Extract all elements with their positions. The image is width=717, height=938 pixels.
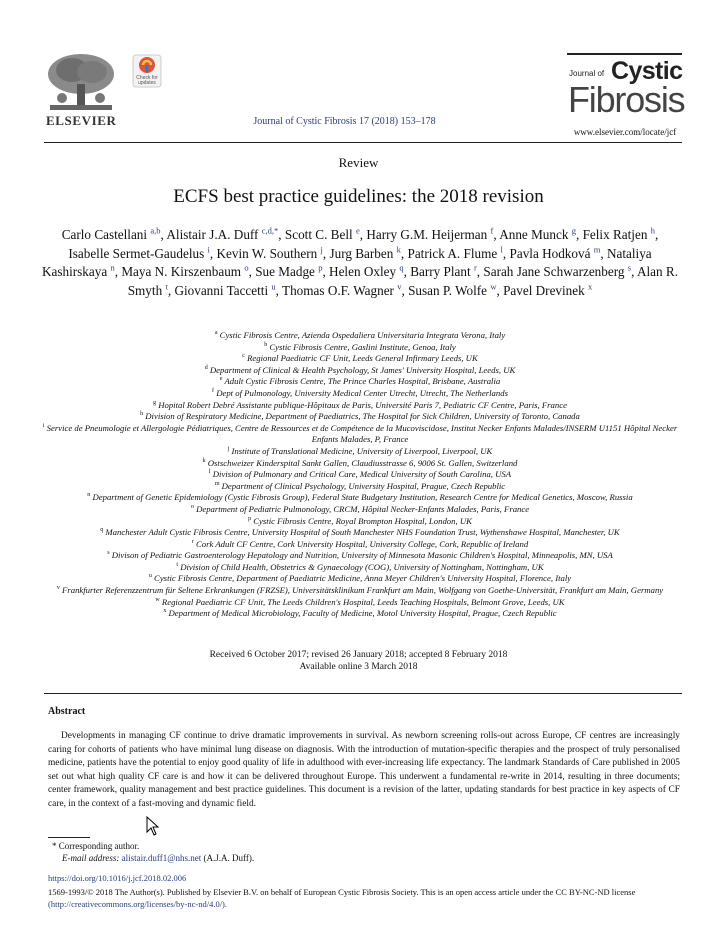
affiliation-text: Department of Genetic Epidemiology (Cystic Fibrosis Group), Federal State Budgetary Institution, Research Centre for Medical Genetics, Moscow, Russia: [92, 492, 633, 503]
affiliation-marker: g: [153, 399, 157, 406]
author-name[interactable]: Pavla Hodková: [509, 245, 591, 261]
affiliation-item: [30, 353, 690, 365]
author-affiliation-marker[interactable]: f: [490, 225, 494, 236]
affiliation-text: Hopital Robert Debré Assistante publique-Hôpitaux de Paris, Université Paris 7, Pediatric CF Centre, Paris, France: [158, 399, 567, 410]
author-entry[interactable]: [410, 264, 477, 279]
author-affiliation-marker[interactable]: p: [318, 262, 323, 273]
affiliation-marker: h: [140, 411, 144, 418]
publisher-name: ELSEVIER: [46, 113, 117, 128]
author-entry[interactable]: [68, 246, 210, 261]
license-text: 1569-1993/© 2018 The Author(s). Published by Elsevier B.V. on behalf of European Cystic Fibrosis Society. This is an open access article under the CC BY-NC-ND license: [48, 887, 636, 897]
author-entry[interactable]: [583, 227, 655, 242]
affiliation-marker: e: [219, 376, 223, 383]
author-affiliation-marker[interactable]: k: [396, 244, 401, 255]
affiliation-item: [30, 585, 690, 597]
author-entry[interactable]: [285, 227, 360, 242]
corresponding-author-text: Corresponding author.: [58, 841, 140, 851]
author-affiliation-marker[interactable]: n: [110, 262, 115, 273]
received-dates: Received 6 October 2017; revised 26 January 2018; accepted 8 February 2018: [209, 650, 508, 660]
email-link[interactable]: alistair.duff1@nhs.net: [121, 853, 202, 863]
affiliation-item: [30, 562, 690, 574]
author-entry[interactable]: [510, 246, 601, 261]
author-entry[interactable]: [255, 264, 322, 279]
abstract-body: Developments in managing CF continue to drive dramatic improvements in survival. As newborn screening rolls-out across Europe, CF centres are increasingly caring for cohorts of patients who have minimal lung disease on diagnosis. With the introduction of mutation-specific therapies and the prospect of truly personalised medicine, patients have the potential to enjoy good quality of life in adulthood with ever-increasing life expectancy. The landmark Standards of Care published in 2005 set out what high quality CF care is and how it can be delivered throughout Europe. This underwent a fundamental re-write in 2014, resulting in three documents; center framework, quality management and best practice guidelines. This document is a revision of the latter, updating standards for best practice in key aspects of CF care, in the context of a fast-moving and dynamic field.: [48, 731, 680, 809]
affiliation-list: [30, 330, 690, 620]
affiliation-text: Cystic Fibrosis Centre, Royal Brompton Hospital, London, UK: [253, 515, 472, 526]
affiliation-text: Frankfurter Referenzzentrum für Seltene Erkrankungen (FRZSE), Universitätsklinikum Frankfurt am Main, Wolfgang von Goethe-Universität, Frankfurt am Main, Germany: [62, 585, 664, 596]
affiliation-text: Ostschweizer Kinderspital Sankt Gallen, Claudiusstrasse 6, 9006 St. Gallen, Switzerland: [207, 457, 518, 468]
author-name[interactable]: Nataliya Kashirskaya: [41, 245, 652, 279]
affiliation-item: [30, 597, 690, 609]
author-entry[interactable]: [503, 283, 592, 298]
affiliation-item: [30, 539, 690, 551]
author-affiliation-marker[interactable]: h: [650, 225, 655, 236]
affiliation-marker: k: [202, 457, 206, 464]
author-affiliation-marker[interactable]: g: [571, 225, 576, 236]
author-name[interactable]: Susan P. Wolfe: [408, 282, 488, 298]
author-affiliation-marker[interactable]: t: [165, 281, 168, 292]
affiliation-text: Department of Pediatric Pulmonology, CRCM, Hôpital Necker-Enfants Malades, Paris, France: [196, 503, 530, 514]
author-name[interactable]: Barry Plant: [410, 264, 471, 279]
author-entry[interactable]: [62, 227, 161, 242]
email-suffix: (A.J.A. Duff).: [203, 853, 255, 863]
affiliation-marker: u: [148, 573, 152, 580]
author-entry[interactable]: [407, 246, 502, 261]
abstract-heading: Abstract: [48, 706, 86, 717]
author-affiliation-marker[interactable]: u: [271, 281, 276, 292]
author-entry[interactable]: [282, 283, 401, 298]
affiliation-text: Institute of Translational Medicine, University of Liverpool, Liverpool, UK: [231, 445, 493, 456]
author-affiliation-marker[interactable]: i: [207, 244, 210, 255]
affiliation-marker: x: [163, 608, 167, 615]
author-name[interactable]: Anne Munck: [499, 227, 569, 242]
mouse-cursor-icon: [146, 816, 160, 836]
affiliation-marker: o: [190, 504, 194, 511]
header-divider: [44, 142, 682, 143]
author-affiliation-marker[interactable]: q: [399, 262, 404, 273]
affiliation-text: Regional Paediatric CF Unit, Leeds General Infirmary Leeds, UK: [247, 353, 478, 364]
license-note: [48, 886, 684, 910]
author-name[interactable]: Alan R. Smyth: [127, 264, 678, 298]
journal-logo-small-text: Journal of: [569, 69, 605, 78]
affiliation-marker: w: [155, 596, 160, 603]
affiliation-marker: p: [248, 515, 252, 522]
author-name[interactable]: Pavel Drevinek: [503, 282, 585, 298]
affiliation-text: Divison of Pediatric Gastroenterology Hepatology and Nutrition, University of Minnesota Masonic Children's Hospital, Minneapolis, MN, USA: [111, 550, 613, 561]
journal-url[interactable]: www.elsevier.com/locate/jcf: [573, 127, 677, 137]
author-affiliation-marker[interactable]: w: [490, 281, 497, 292]
author-entry[interactable]: [366, 227, 493, 242]
author-entry[interactable]: [483, 264, 631, 279]
affiliation-item: [30, 608, 690, 620]
affiliation-text: Adult Cystic Fibrosis Centre, The Prince Charles Hospital, Brisbane, Australia: [224, 376, 501, 387]
author-name[interactable]: Alistair J.A. Duff: [166, 227, 259, 242]
affiliation-item: [30, 400, 690, 412]
affiliation-item: [30, 388, 690, 400]
journal-logo: [567, 53, 685, 123]
journal-logo-cystic: Cystic: [611, 57, 683, 85]
affiliation-text: Cystic Fibrosis Centre, Department of Paediatric Medicine, Anna Meyer Children's University Hospital, Florence, Italy: [154, 573, 572, 584]
author-entry[interactable]: [174, 283, 275, 298]
author-affiliation-marker[interactable]: j: [320, 244, 323, 255]
abstract-divider: [44, 693, 682, 694]
affiliation-marker: c: [242, 353, 245, 360]
author-name[interactable]: Scott C. Bell: [284, 227, 353, 242]
affiliation-marker: m: [214, 480, 220, 487]
author-entry[interactable]: [121, 264, 248, 279]
affiliation-item: [30, 469, 690, 481]
affiliation-text: Division of Respiratory Medicine, Department of Paediatrics, The Hospital for Sick Children, University of Toronto, Canada: [145, 411, 580, 422]
affiliation-marker: q: [100, 527, 104, 534]
author-affiliation-marker[interactable]: c,d,*: [261, 225, 279, 236]
affiliation-text: Department of Clinical Psychology, University Hospital, Prague, Czech Republic: [221, 480, 506, 491]
affiliation-text: Dept of Pulmonology, University Medical Center Utrecht, Utrecht, The Netherlands: [216, 387, 508, 398]
affiliation-text: Service de Pneumologie et Allergologie Pédiatriques, Centre de Ressources et de Compétence de la Mucoviscidose, Institut Necker Enfants Malades/INSERM U1151 Hôpital Necker Enfants Malades, P, France: [46, 422, 678, 445]
affiliation-item: [30, 573, 690, 585]
author-name[interactable]: Kevin W. Southern: [216, 245, 318, 261]
affiliation-marker: j: [227, 446, 230, 453]
author-affiliation-marker[interactable]: x: [588, 281, 593, 292]
author-name[interactable]: Harry G.M. Heijerman: [366, 227, 488, 242]
author-affiliation-marker[interactable]: s: [627, 262, 632, 273]
affiliation-text: Department of Medical Microbiology, Faculty of Medicine, Motol University Hospital, Prague, Czech Republic: [168, 608, 557, 619]
available-online-date: Available online 3 March 2018: [299, 662, 418, 672]
author-name[interactable]: Helen Oxley: [329, 264, 397, 279]
email-label: E-mail address:: [62, 853, 120, 863]
affiliation-item: [30, 376, 690, 388]
author-name[interactable]: Thomas O.F. Wagner: [282, 282, 394, 298]
affiliation-marker: i: [42, 422, 45, 429]
affiliation-item: [30, 365, 690, 377]
author-affiliation-marker[interactable]: e: [355, 225, 360, 236]
author-entry[interactable]: [329, 264, 404, 279]
article-title: ECFS best practice guidelines: the 2018 revision: [173, 186, 544, 207]
author-name[interactable]: Sue Madge: [255, 264, 315, 279]
email-footnote: [62, 853, 254, 863]
affiliation-item: [30, 411, 690, 423]
affiliation-text: Cystic Fibrosis Centre, Azienda Ospedaliera Universitaria Integrata Verona, Italy: [219, 330, 506, 340]
affiliation-marker: d: [204, 364, 208, 371]
author-name[interactable]: Felix Ratjen: [582, 227, 648, 242]
affiliation-item: [30, 516, 690, 528]
affiliation-text: Cystic Fibrosis Centre, Gaslini Institute, Genoa, Italy: [269, 341, 456, 352]
author-affiliation-marker[interactable]: o: [244, 262, 249, 273]
affiliation-text: Cork Adult CF Centre, Cork University Hospital, University College, Cork, Republic of Ireland: [195, 538, 529, 549]
author-name[interactable]: Maya N. Kirszenbaum: [121, 264, 242, 279]
author-entry[interactable]: [408, 283, 496, 298]
affiliation-marker: b: [264, 341, 268, 348]
affiliation-text: Manchester Adult Cystic Fibrosis Centre, University Hospital of South Manchester NHS Foundation Trust, Wythenshawe Hospital, Manchester, UK: [105, 527, 620, 538]
author-name[interactable]: Patrick A. Flume: [407, 245, 498, 261]
author-affiliation-marker[interactable]: a,b: [150, 225, 161, 236]
author-entry[interactable]: [329, 246, 400, 261]
author-name[interactable]: Jurg Barben: [329, 245, 394, 261]
affiliation-text: Division of Pulmonary and Critical Care, Medical University of South Carolina, USA: [212, 469, 512, 480]
affiliation-item: [30, 492, 690, 504]
author-list: Carlo Castellani $^{a,b}$, Alistair J.A. Duff $^{c,d,*}$, Scott C. Bell $^e$, Harry G.M. Heijerman $^f$, Anne Munck $^g$, Felix Ratjen $^h$, Isabelle Sermet-Gaudelus $^i$, Kevin W. Southern $^j$, Jurg Barben $^k$, Patrick A. Flume $^l$, Pavla Hodková $^m$, Nataliya Kashirskaya $^n$, Maya N. Kirszenbaum $^o$, Sue Madge $^p$, Helen Oxley $^q$, Barry Plant $^r$, Sarah Jane Schwarzenberg $^s$, Alan R. Smyth $^t$, Giovanni Taccetti $^u$, Thomas O.F. Wagner $^v$, Susan P. Wolfe $^w$, Pavel Drevinek $^x$: [41, 225, 678, 298]
affiliation-marker: v: [56, 585, 60, 592]
affiliation-item: [30, 342, 690, 354]
elsevier-tree-logo: [44, 50, 118, 112]
author-affiliation-marker[interactable]: l: [500, 244, 503, 255]
author-name[interactable]: Giovanni Taccetti: [174, 282, 269, 298]
affiliation-marker: f: [212, 388, 215, 395]
license-url-link[interactable]: (http://creativecommons.org/licenses/by-nc-nd/4.0/).: [48, 899, 228, 909]
affiliation-item: [30, 458, 690, 470]
affiliation-marker: t: [176, 561, 179, 568]
affiliation-item: [30, 423, 690, 446]
affiliation-marker: s: [107, 550, 110, 557]
affiliation-item: [30, 527, 690, 539]
affiliation-item: [30, 481, 690, 493]
affiliation-marker: a: [214, 330, 218, 337]
journal-citation-link[interactable]: Journal of Cystic Fibrosis 17 (2018) 153–178: [253, 116, 436, 127]
author-name[interactable]: Sarah Jane Schwarzenberg: [483, 264, 625, 279]
check-for-updates-label[interactable]: Check for updates: [136, 75, 158, 86]
article-type: Review: [338, 155, 379, 170]
affiliation-marker: l: [208, 469, 211, 476]
affiliation-text: Division of Child Health, Obstetrics & Gynaecology (COG), University of Nottingham, Nottingham, UK: [180, 561, 544, 572]
affiliation-text: Department of Clinical & Health Psychology, St James' University Hospital, Leeds, UK: [209, 364, 516, 375]
affiliation-text: Regional Paediatric CF Unit, The Leeds Children's Hospital, Leeds Teaching Hospitals, Belmont Grove, Leeds, UK: [161, 596, 565, 607]
journal-logo-fibrosis: Fibrosis: [568, 79, 685, 120]
doi-link[interactable]: https://doi.org/10.1016/j.jcf.2018.02.006: [48, 873, 187, 883]
corresponding-author-note: * Corresponding author.: [52, 841, 140, 851]
author-name[interactable]: Carlo Castellani: [61, 227, 148, 242]
affiliation-marker: n: [87, 492, 91, 499]
author-entry[interactable]: [499, 227, 576, 242]
author-name[interactable]: Isabelle Sermet-Gaudelus: [68, 245, 205, 261]
affiliation-item: [30, 330, 690, 342]
footnote-divider: [48, 837, 90, 838]
affiliation-item: [30, 446, 690, 458]
author-affiliation-marker[interactable]: v: [397, 281, 402, 292]
author-affiliation-marker[interactable]: m: [593, 244, 601, 255]
affiliation-item: [30, 550, 690, 562]
author-entry[interactable]: [166, 227, 278, 242]
author-entry[interactable]: [216, 246, 322, 261]
author-affiliation-marker[interactable]: r: [473, 262, 477, 273]
affiliation-marker: r: [191, 538, 194, 545]
affiliation-item: [30, 504, 690, 516]
